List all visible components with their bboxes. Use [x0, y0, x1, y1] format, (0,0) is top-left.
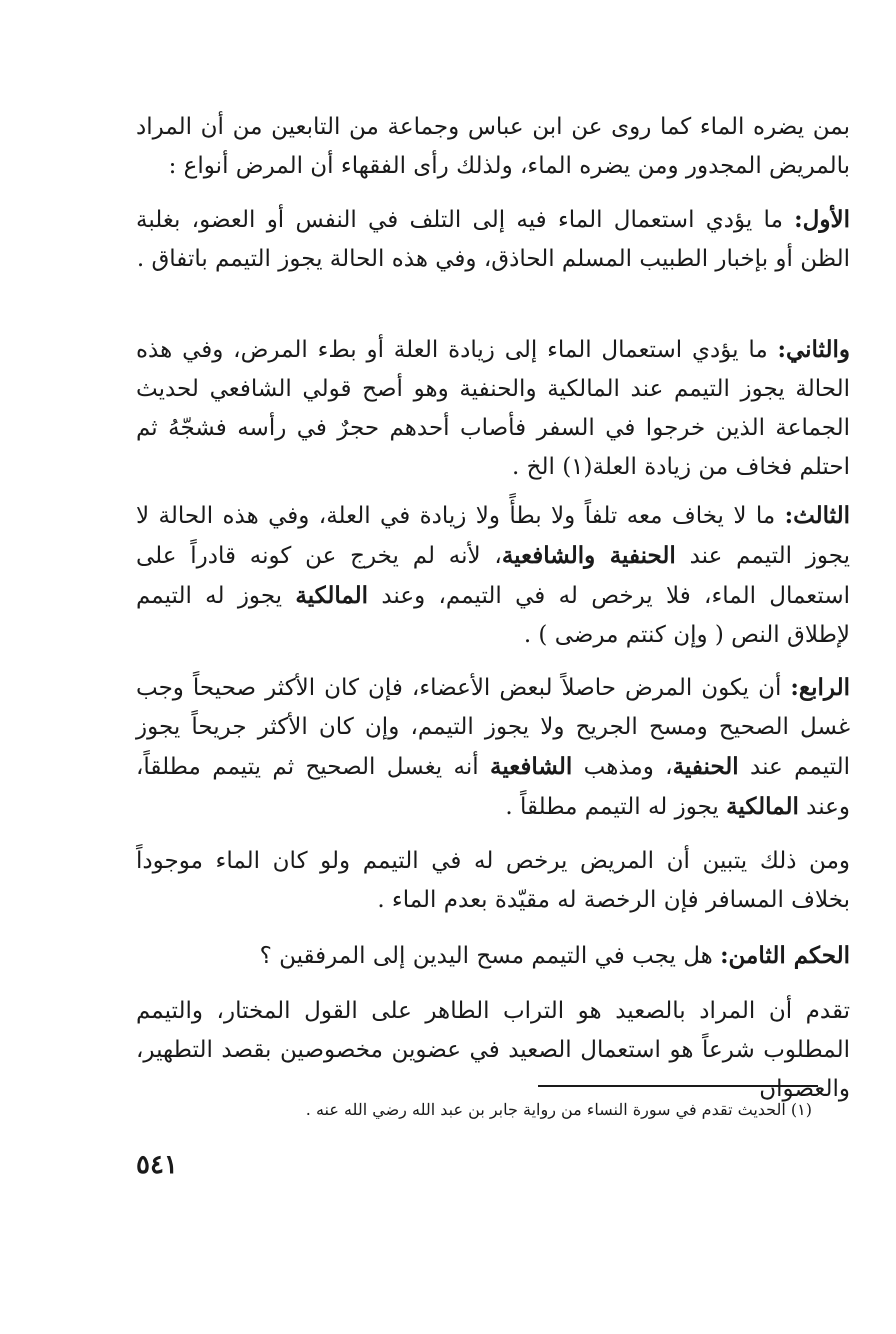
paragraph-first: [136, 200, 850, 279]
paragraph-third-school-b: المالكية: [295, 582, 369, 609]
page-number: ٥٤١: [136, 1150, 178, 1180]
paragraph-third-text-c: يجوز له التيمم لإطلاق النص ( وإن كنتم مرضى ) .: [136, 583, 850, 648]
paragraph-third: [136, 496, 850, 655]
paragraph-first-text: ما يؤدي استعمال الماء فيه إلى التلف في النفس أو العضو، بغلبة الظن أو بإخبار الطبيب المسلم الحاذق، وفي هذه الحالة يجوز التيمم باتفاق .: [136, 207, 850, 272]
paragraph-third-school-a: الحنفية والشافعية: [501, 542, 676, 569]
eighth-ruling-heading: الحكم الثامن:: [720, 942, 850, 969]
footnote: (١) الحديث تقدم في سورة النساء من رواية جابر بن عبد الله رضي الله عنه .: [305, 1100, 812, 1119]
paragraph-fourth: [136, 668, 850, 827]
paragraph-fourth-text-c: أنه يغسل الصحيح ثم يتيمم مطلقاً، وعند: [136, 754, 850, 820]
paragraph-intro-text: بمن يضره الماء كما روى عن ابن عباس وجماعة من التابعين من أن المراد بالمريض المجدور ومن يضره الماء، ولذلك رأى الفقهاء أن المرض أنواع :: [136, 114, 850, 179]
paragraph-conclusion-text: ومن ذلك يتبين أن المريض يرخص له في التيمم ولو كان الماء موجوداً بخلاف المسافر فإن الرخصة له مقيّدة بعدم الماء .: [136, 848, 850, 913]
paragraph-fourth-heading: الرابع:: [790, 674, 850, 701]
paragraph-second-heading: والثاني:: [777, 336, 850, 363]
paragraph-conclusion: [136, 842, 850, 920]
paragraph-intro: [136, 108, 850, 186]
paragraph-sa-id: [136, 992, 850, 1109]
paragraph-first-heading: الأول:: [794, 206, 850, 233]
paragraph-fourth-school-a: الحنفية: [672, 753, 739, 780]
paragraph-third-text-b: ، لأنه لم يخرج عن كونه قادراً على استعمال الماء، فلا يرخص له في التيمم، وعند: [136, 543, 850, 609]
paragraph-second-text: ما يؤدي استعمال الماء إلى زيادة العلة أو بطء المرض، وفي هذه الحالة يجوز التيمم عند المالكية والحنفية وهو أصح قولي الشافعي لحديث الجماعة الذين خرجوا في السفر فأصاب أحدهم حجرٌ في رأسه فشجّهُ ثم احتلم فخاف من زيادة العلة(١) الخ .: [136, 337, 850, 480]
paragraph-fourth-school-b: الشافعية: [490, 753, 573, 780]
paragraph-fourth-school-c: المالكية: [726, 793, 799, 820]
paragraph-fourth-text-a: أن يكون المرض حاصلاً لبعض الأعضاء، فإن كان الأكثر صحيحاً وجب غسل الصحيح ومسح الجريح ولا يجوز التيمم، وإن كان الأكثر جريحاً يجوز التيمم عند: [136, 675, 850, 780]
paragraph-third-heading: الثالث:: [784, 502, 851, 529]
paragraph-sa-id-text: تقدم أن المراد بالصعيد هو التراب الطاهر على القول المختار، والتيمم المطلوب شرعاً هو استعمال الصعيد في عضوين مخصوصين بقصد التطهير، والعضوان: [136, 998, 850, 1102]
paragraph-fourth-text-b: ، ومذهب: [572, 754, 673, 780]
paragraph-second: [136, 330, 850, 487]
paragraph-fourth-text-d: يجوز له التيمم مطلقاً .: [505, 794, 727, 820]
paragraph-eighth-ruling: [136, 936, 850, 976]
footnote-divider: [538, 1085, 818, 1087]
paragraph-third-text-a: ما لا يخاف معه تلفاً ولا بطأً ولا زيادة في العلة، وفي هذه الحالة لا يجوز التيمم عند: [136, 503, 850, 569]
eighth-ruling-question: هل يجب في التيمم مسح اليدين إلى المرفقين ؟: [259, 943, 721, 969]
